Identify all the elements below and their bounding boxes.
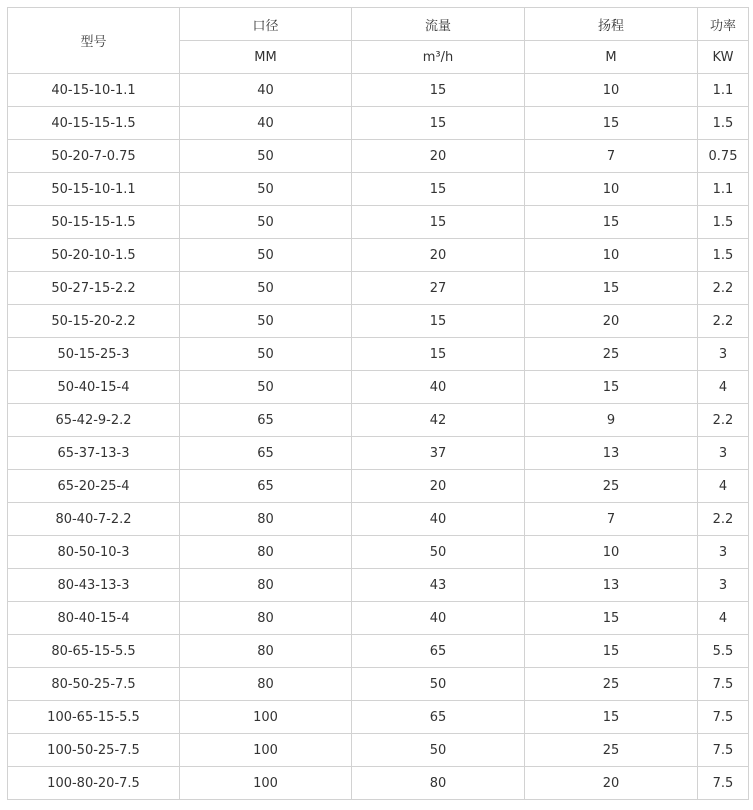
cell-diameter: 80 (180, 668, 352, 701)
cell-head: 25 (525, 668, 698, 701)
cell-flow: 20 (352, 470, 525, 503)
cell-model: 40-15-10-1.1 (8, 74, 180, 107)
cell-head: 15 (525, 602, 698, 635)
table-row (8, 107, 749, 140)
cell-model: 80-40-7-2.2 (8, 503, 180, 536)
table-row (8, 338, 749, 371)
cell-head: 10 (525, 536, 698, 569)
cell-diameter: 50 (180, 371, 352, 404)
cell-head: 25 (525, 338, 698, 371)
table-row (8, 503, 749, 536)
cell-flow: 65 (352, 701, 525, 734)
table-row (8, 404, 749, 437)
cell-head: 10 (525, 173, 698, 206)
cell-diameter: 100 (180, 734, 352, 767)
header-power: 功率 (698, 8, 749, 41)
cell-flow: 40 (352, 602, 525, 635)
cell-power: 2.2 (698, 305, 749, 338)
cell-head: 20 (525, 767, 698, 800)
cell-head: 20 (525, 305, 698, 338)
cell-diameter: 80 (180, 503, 352, 536)
cell-flow: 15 (352, 107, 525, 140)
cell-flow: 15 (352, 74, 525, 107)
cell-flow: 40 (352, 371, 525, 404)
cell-head: 9 (525, 404, 698, 437)
cell-flow: 40 (352, 503, 525, 536)
cell-flow: 43 (352, 569, 525, 602)
cell-model: 80-50-10-3 (8, 536, 180, 569)
cell-power: 4 (698, 602, 749, 635)
cell-power: 1.1 (698, 173, 749, 206)
cell-power: 4 (698, 470, 749, 503)
cell-flow: 15 (352, 173, 525, 206)
cell-model: 40-15-15-1.5 (8, 107, 180, 140)
header-row (8, 8, 749, 41)
cell-model: 80-40-15-4 (8, 602, 180, 635)
cell-model: 50-40-15-4 (8, 371, 180, 404)
cell-head: 15 (525, 701, 698, 734)
cell-model: 65-37-13-3 (8, 437, 180, 470)
cell-flow: 15 (352, 338, 525, 371)
table-row (8, 569, 749, 602)
cell-flow: 15 (352, 206, 525, 239)
table-row (8, 536, 749, 569)
cell-model: 50-20-7-0.75 (8, 140, 180, 173)
cell-power: 1.5 (698, 107, 749, 140)
table-row (8, 437, 749, 470)
cell-diameter: 100 (180, 767, 352, 800)
cell-power: 0.75 (698, 140, 749, 173)
cell-diameter: 40 (180, 107, 352, 140)
cell-model: 50-15-20-2.2 (8, 305, 180, 338)
cell-model: 65-20-25-4 (8, 470, 180, 503)
cell-head: 15 (525, 272, 698, 305)
cell-diameter: 65 (180, 404, 352, 437)
cell-flow: 37 (352, 437, 525, 470)
cell-power: 3 (698, 569, 749, 602)
cell-head: 15 (525, 107, 698, 140)
cell-diameter: 50 (180, 305, 352, 338)
cell-flow: 27 (352, 272, 525, 305)
cell-head: 10 (525, 239, 698, 272)
table-row (8, 701, 749, 734)
cell-power: 1.5 (698, 239, 749, 272)
table-row (8, 74, 749, 107)
cell-head: 13 (525, 437, 698, 470)
unit-diameter: MM (180, 41, 352, 74)
cell-diameter: 50 (180, 338, 352, 371)
table-row (8, 767, 749, 800)
cell-head: 13 (525, 569, 698, 602)
cell-diameter: 80 (180, 536, 352, 569)
cell-model: 80-43-13-3 (8, 569, 180, 602)
table-row (8, 272, 749, 305)
header-diameter: 口径 (180, 8, 352, 41)
header-head: 扬程 (525, 8, 698, 41)
cell-head: 15 (525, 635, 698, 668)
cell-model: 100-80-20-7.5 (8, 767, 180, 800)
cell-power: 7.5 (698, 701, 749, 734)
table-row (8, 206, 749, 239)
cell-diameter: 40 (180, 74, 352, 107)
cell-diameter: 65 (180, 470, 352, 503)
table-row (8, 734, 749, 767)
cell-model: 100-50-25-7.5 (8, 734, 180, 767)
cell-head: 7 (525, 503, 698, 536)
cell-flow: 20 (352, 239, 525, 272)
cell-diameter: 80 (180, 569, 352, 602)
table-row (8, 305, 749, 338)
cell-flow: 15 (352, 305, 525, 338)
cell-power: 2.2 (698, 503, 749, 536)
table-body (8, 8, 749, 800)
cell-diameter: 50 (180, 140, 352, 173)
cell-power: 3 (698, 338, 749, 371)
table-row (8, 239, 749, 272)
cell-model: 50-15-25-3 (8, 338, 180, 371)
cell-model: 80-65-15-5.5 (8, 635, 180, 668)
cell-power: 7.5 (698, 767, 749, 800)
cell-diameter: 50 (180, 173, 352, 206)
cell-flow: 20 (352, 140, 525, 173)
pump-spec-table (7, 7, 749, 800)
table-row (8, 470, 749, 503)
cell-model: 50-27-15-2.2 (8, 272, 180, 305)
cell-diameter: 50 (180, 272, 352, 305)
cell-power: 1.1 (698, 74, 749, 107)
cell-head: 25 (525, 470, 698, 503)
header-flow: 流量 (352, 8, 525, 41)
cell-flow: 80 (352, 767, 525, 800)
table-row (8, 371, 749, 404)
cell-model: 50-20-10-1.5 (8, 239, 180, 272)
cell-power: 2.2 (698, 404, 749, 437)
cell-model: 65-42-9-2.2 (8, 404, 180, 437)
cell-head: 15 (525, 371, 698, 404)
table-row (8, 635, 749, 668)
cell-power: 5.5 (698, 635, 749, 668)
cell-diameter: 50 (180, 239, 352, 272)
cell-power: 3 (698, 536, 749, 569)
header-model: 型号 (8, 8, 180, 74)
cell-power: 3 (698, 437, 749, 470)
cell-power: 7.5 (698, 668, 749, 701)
cell-diameter: 50 (180, 206, 352, 239)
cell-model: 50-15-15-1.5 (8, 206, 180, 239)
cell-flow: 42 (352, 404, 525, 437)
table-row (8, 140, 749, 173)
cell-model: 50-15-10-1.1 (8, 173, 180, 206)
unit-flow: m³/h (352, 41, 525, 74)
cell-power: 4 (698, 371, 749, 404)
table-row (8, 668, 749, 701)
cell-diameter: 100 (180, 701, 352, 734)
cell-flow: 50 (352, 668, 525, 701)
cell-flow: 50 (352, 536, 525, 569)
cell-model: 100-65-15-5.5 (8, 701, 180, 734)
cell-head: 10 (525, 74, 698, 107)
cell-model: 80-50-25-7.5 (8, 668, 180, 701)
cell-diameter: 65 (180, 437, 352, 470)
cell-power: 2.2 (698, 272, 749, 305)
cell-flow: 50 (352, 734, 525, 767)
unit-head: M (525, 41, 698, 74)
cell-diameter: 80 (180, 635, 352, 668)
cell-power: 1.5 (698, 206, 749, 239)
table-row (8, 173, 749, 206)
cell-head: 7 (525, 140, 698, 173)
unit-power: KW (698, 41, 749, 74)
table-row (8, 602, 749, 635)
cell-head: 15 (525, 206, 698, 239)
cell-flow: 65 (352, 635, 525, 668)
cell-head: 25 (525, 734, 698, 767)
cell-power: 7.5 (698, 734, 749, 767)
cell-diameter: 80 (180, 602, 352, 635)
